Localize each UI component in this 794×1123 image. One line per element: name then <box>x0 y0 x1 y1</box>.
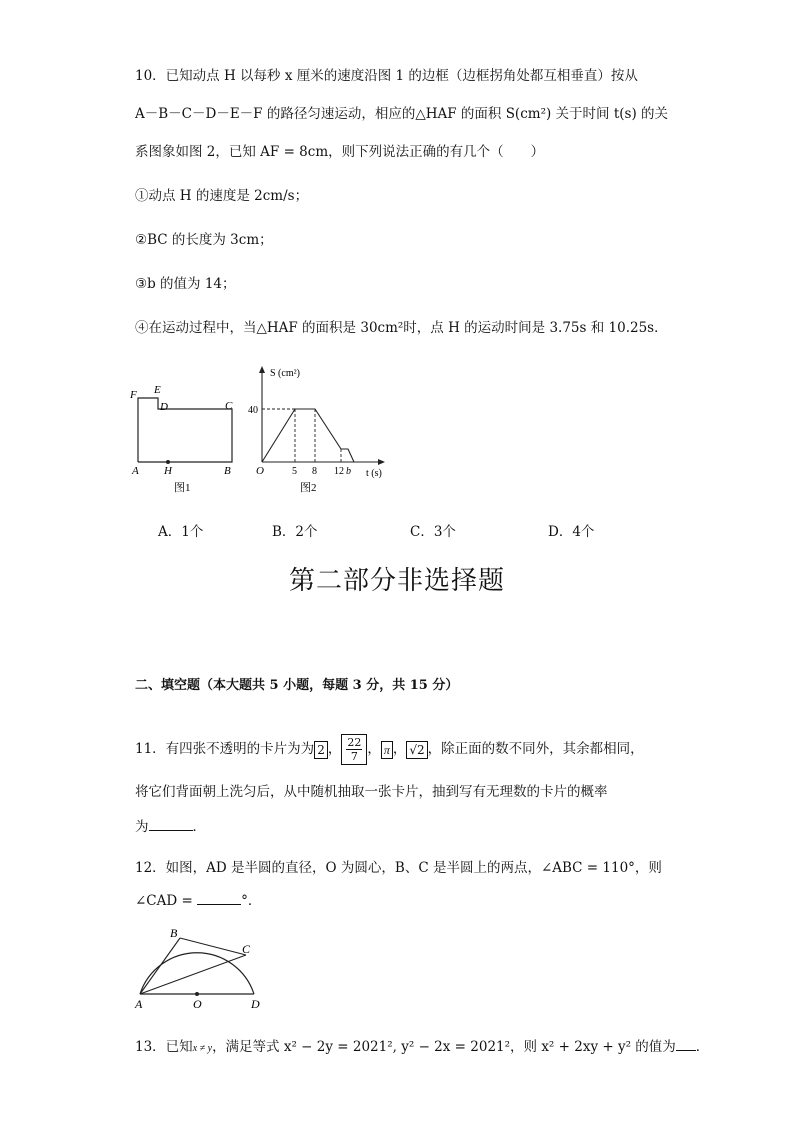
semicircle-label-O: O <box>193 997 202 1011</box>
q11-end: ． <box>192 819 206 835</box>
fig1-caption: 图1 <box>174 482 191 494</box>
q12-answer-blank <box>197 890 241 905</box>
q11-card-2 <box>341 734 367 765</box>
q10-line1: 10．已知动点 H 以每秒 x 厘米的速度沿图 1 的边框（边框拐角处都互相垂直）按从 <box>135 68 638 84</box>
q10-line3: 系图象如图 2，已知 AF = 8cm，则下列说法正确的有几个（ ） <box>135 144 545 160</box>
fig1-label-D: D <box>160 401 168 413</box>
fig2-y-tick-40: 40 <box>248 405 258 416</box>
q10-statement-3: ③b 的值为 14； <box>135 276 236 292</box>
q13-middle: ，满足等式 x² − 2y = 2021², y² − 2x = 2021²，则 x² + 2xy + y² 的值为 <box>212 1039 676 1055</box>
q13-line <box>135 1036 709 1059</box>
fig2-x-tick-12: 12 <box>334 466 344 477</box>
fig1-label-C: C <box>225 400 233 412</box>
semicircle-label-B: B <box>170 926 178 940</box>
q12-line2-suffix: °． <box>241 893 262 909</box>
q10-line2: A－B－C－D－E－F 的路径匀速运动，相应的△HAF 的面积 S(cm²) 关于时间 t(s) 的关 <box>135 106 669 122</box>
q11-card-2-denominator: 7 <box>350 750 358 763</box>
semicircle-diagram <box>130 922 270 1014</box>
q11-answer-blank <box>149 816 193 831</box>
fig1-label-E: E <box>154 384 161 396</box>
fig2-x-axis-label: t (s) <box>366 468 382 479</box>
q12-line2 <box>135 890 261 911</box>
q11-line1: 11．有四张不透明的卡片为为 2 ， $\frac{22}{7}$ ， π ， √2 ，除正面的数不同外，其余都相同， <box>135 736 644 763</box>
semicircle-label-D: D <box>251 997 260 1011</box>
option-d: D．4个 <box>548 524 595 540</box>
q11-card-2-numerator: 22 <box>347 736 362 749</box>
q11-card-4: √2 <box>406 741 427 759</box>
q13-prefix: 13．已知 <box>135 1039 193 1055</box>
figure-2-graph <box>248 362 393 497</box>
fig1-label-F: F <box>130 389 137 401</box>
fig1-label-B: B <box>224 465 231 477</box>
q10-statement-1: ①动点 H 的速度是 2cm/s； <box>135 188 309 204</box>
q11-suffix: ，除正面的数不同外，其余都相同， <box>427 741 644 757</box>
fig2-y-axis-label: S (cm²) <box>270 368 300 379</box>
fig2-x-tick-8: 8 <box>312 466 317 477</box>
q10-statement-4: ④在运动过程中，当△HAF 的面积是 30cm²时，点 H 的运动时间是 3.75s 和 10.25s． <box>135 320 668 336</box>
section-title: 第二部分非选择题 <box>288 566 505 596</box>
q13-answer-blank <box>676 1036 696 1051</box>
section-heading: 二、填空题（本大题共 5 小题，每题 3 分，共 15 分） <box>135 678 459 693</box>
q10-statement-2: ②BC 的长度为 3cm； <box>135 232 273 248</box>
q11-prefix: 11．有四张不透明的卡片为为 <box>135 741 315 757</box>
fig1-label-A: A <box>132 465 139 477</box>
semicircle-label-C: C <box>242 942 251 956</box>
q11-line2: 将它们背面朝上洗匀后，从中随机抽取一张卡片，抽到写有无理数的卡片的概率 <box>135 784 608 800</box>
fig2-x-tick-b: b <box>346 466 351 477</box>
q11-line3 <box>135 816 206 837</box>
q11-card-3: π <box>381 741 393 759</box>
option-b: B．2个 <box>272 524 318 540</box>
semicircle-label-A: A <box>135 997 143 1011</box>
fig2-x-tick-5: 5 <box>292 466 297 477</box>
q13-condition: x ≠ y <box>192 1043 213 1054</box>
q11-line3-prefix: 为 <box>135 819 149 835</box>
fig2-origin-label: O <box>256 465 264 477</box>
q12-line2-prefix: ∠CAD = <box>135 893 193 909</box>
q12-line1: 12．如图，AD 是半圆的直径，O 为圆心，B、C 是半圆上的两点，∠ABC = 110°，则 <box>135 860 662 876</box>
fig2-caption: 图2 <box>300 482 317 494</box>
q11-card-1: 2 <box>314 741 328 759</box>
option-a: A．1个 <box>158 524 204 540</box>
q13-end: ． <box>695 1039 710 1055</box>
figure-1-frame-diagram <box>128 375 248 495</box>
option-c: C．3个 <box>410 524 456 540</box>
fig1-label-H: H <box>164 465 172 477</box>
